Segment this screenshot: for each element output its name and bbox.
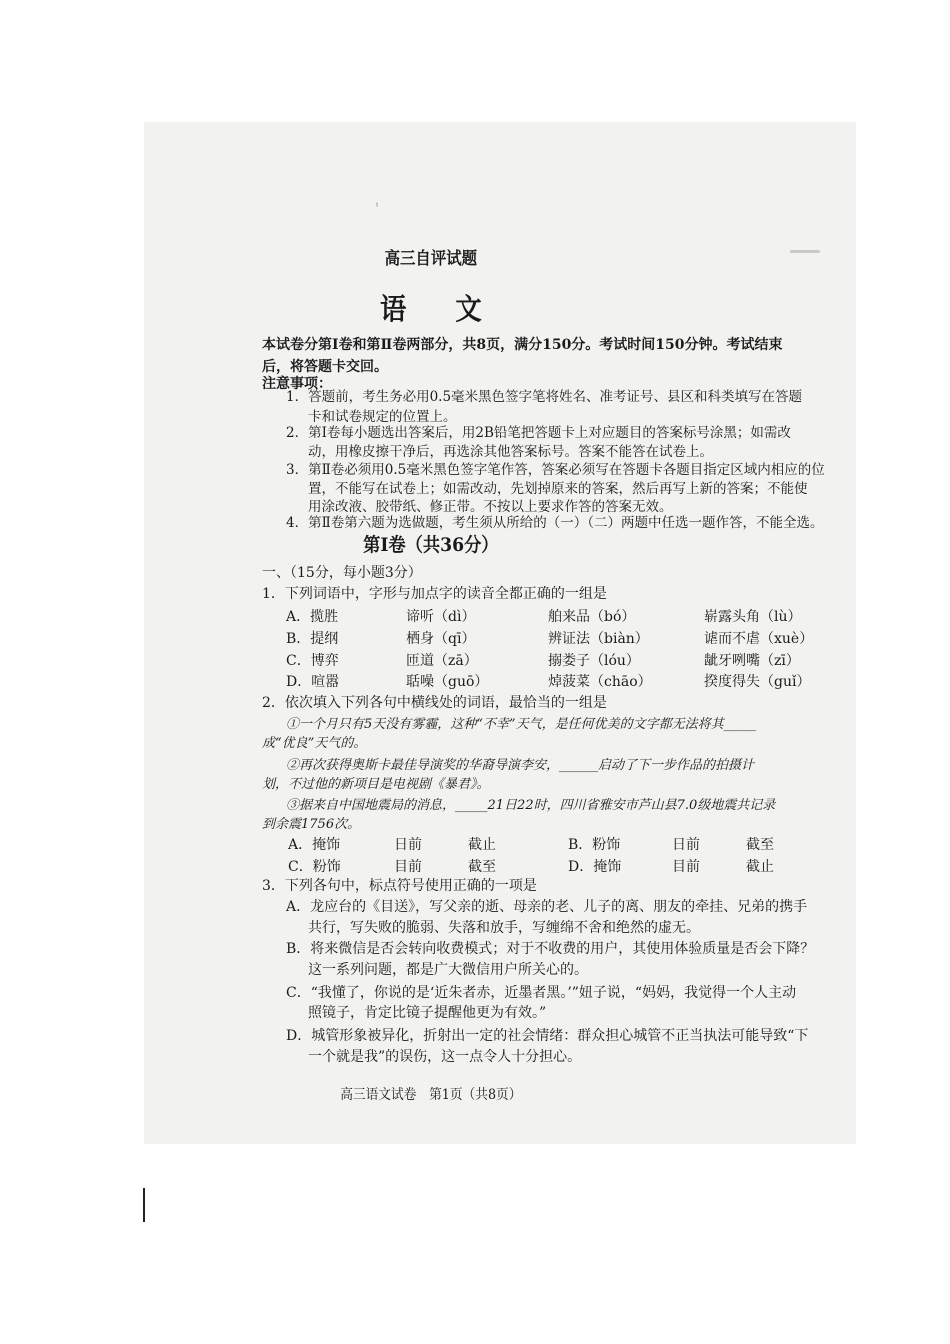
q1-option-c-word-2: 匝道（zā）	[406, 653, 478, 669]
q1-option-b: B．提纲	[286, 631, 339, 647]
q3-option-b-cont: 这一系列问题，都是广大微信用户所关心的。	[308, 962, 588, 978]
q1-option-a-word-3: 舶来品（bó）	[548, 609, 636, 625]
q1-option-b-word-3: 辨证法（biàn）	[548, 631, 649, 647]
notice-3-line-2: 置，不能写在试卷上；如需改动，先划掉原来的答案，然后再写上新的答案；不能使	[308, 481, 808, 497]
q2-option-a-word-2: 日前	[394, 837, 422, 853]
q1-option-d: D．喧嚣	[286, 674, 340, 690]
q3-option-d-cont: 一个就是我”的误伤，这一点令人十分担心。	[308, 1049, 582, 1065]
q2-option-b: B．粉饰	[568, 837, 621, 853]
q2-option-a: A．掩饰	[288, 837, 341, 853]
notice-2-line-2: 动，用橡皮擦干净后，再选涂其他答案标号。答案不能答在试卷上。	[308, 444, 713, 460]
q2-option-d: D．掩饰	[568, 859, 622, 875]
q3-option-a-cont: 共行，写失败的脆弱、失落和放手，写缠绵不舍和绝然的虚无。	[308, 920, 700, 936]
q2-sentence-1-cont: 成“优良”天气的。	[262, 736, 367, 751]
exam-subtitle: 高三自评试题	[384, 249, 478, 269]
q3-option-c-cont: 照镜子，肯定比镜子提醒他更为有效。”	[308, 1005, 547, 1021]
q3-stem: 3．下列各句中，标点符号使用正确的一项是	[262, 878, 537, 894]
notice-heading: 注意事项：	[262, 376, 332, 392]
q1-option-a-word-2: 谛听（dì）	[406, 609, 476, 625]
exam-title: 语 文	[379, 292, 502, 326]
q3-option-a: A．龙应台的《目送》，写父亲的逝、母亲的老、儿子的离、朋友的牵挂、兄弟的携手	[286, 899, 808, 915]
q1-option-c-word-3: 搦娄子（lóu）	[548, 653, 640, 669]
q1-option-c-word-4: 龇牙咧嘴（zī）	[704, 653, 800, 669]
q1-option-d-word-4: 揆度得失（guǐ）	[704, 674, 811, 690]
q2-option-b-word-2: 日前	[672, 837, 700, 853]
intro-line-2: 后，将答题卡交回。	[262, 359, 388, 375]
q2-sentence-3-cont: 到余震1756次。	[262, 817, 361, 832]
q2-sentence-3: ③据来自中国地震局的消息，_____21日22时，四川省雅安市芦山县7.0级地震共记录	[286, 798, 776, 813]
q2-sentence-1: ①一个月只有5天没有雾霾，这种“不幸”天气，是任何优美的文字都无法将其_____	[286, 717, 757, 732]
q2-stem: 2．依次填入下列各句中横线处的词语，最恰当的一组是	[262, 695, 607, 711]
q2-option-d-word-2: 目前	[672, 859, 700, 875]
q1-option-d-word-2: 聒噪（guō）	[406, 674, 489, 690]
q1-option-c: C．博弈	[286, 653, 339, 669]
q1-option-d-word-3: 焯菠菜（chāo）	[548, 674, 652, 690]
q2-sentence-2-cont: 划，不过他的新项目是电视剧《暴君》。	[262, 777, 490, 792]
q2-option-a-word-3: 截止	[468, 837, 496, 853]
q2-option-c-word-3: 截至	[468, 859, 496, 875]
q2-option-b-word-3: 截至	[746, 837, 774, 853]
q2-option-c: C．粉饰	[288, 859, 341, 875]
q1-option-a-word-4: 崭露头角（lù）	[704, 609, 802, 625]
q2-sentence-2: ②再次获得奥斯卡最佳导演奖的华裔导演李安，______启动了下一步作品的拍摄计	[286, 758, 755, 773]
intro-line-1: 本试卷分第Ⅰ卷和第Ⅱ卷两部分，共8页，满分150分。考试时间150分钟。考试结束	[262, 337, 783, 353]
q3-option-c: C．“我懂了，你说的是‘近朱者赤，近墨者黑。’”妞子说，“妈妈，我觉得一个人主动	[286, 985, 797, 1001]
notice-1-line-2: 卡和试卷规定的位置上。	[308, 409, 457, 425]
q1-option-a: A．揽胜	[286, 609, 339, 625]
q3-option-d: D．城管形象被异化，折射出一定的社会情绪：群众担心城管不正当执法可能导致“下	[286, 1028, 809, 1044]
q3-option-b: B．将来微信是否会转向收费模式；对于不收费的用户，其使用体验质量是否会下降？	[286, 941, 815, 957]
page-footer: 高三语文试卷 第1页（共8页）	[340, 1087, 522, 1103]
notice-1-line-1: 1．答题前，考生务必用0.5毫米黑色签字笔将姓名、准考证号、县区和科类填写在答题	[286, 389, 803, 405]
notice-4-line-1: 4．第Ⅱ卷第六题为选做题，考生须从所给的（一）（二）两题中任选一题作答，不能全选。	[286, 515, 824, 531]
q1-option-b-word-2: 栖身（qī）	[406, 631, 476, 647]
part-heading: 一、（15分，每小题3分）	[262, 565, 422, 581]
q1-option-b-word-4: 谑而不虐（xuè）	[704, 631, 814, 647]
notice-2-line-1: 2．第Ⅰ卷每小题选出答案后，用2B铅笔把答题卡上对应题目的答案标号涂黑；如需改	[286, 425, 791, 441]
q2-option-c-word-2: 目前	[394, 859, 422, 875]
section-title: 第Ⅰ卷（共36分）	[363, 534, 499, 556]
scan-edge-line	[143, 1188, 145, 1222]
scan-speck	[376, 202, 378, 207]
q2-option-d-word-3: 截止	[746, 859, 774, 875]
notice-3-line-3: 用涂改液、胶带纸、修正带。不按以上要求作答的答案无效。	[308, 499, 673, 515]
q1-stem: 1．下列词语中，字形与加点字的读音全都正确的一组是	[262, 586, 607, 602]
notice-3-line-1: 3．第Ⅱ卷必须用0.5毫米黑色签字笔作答，答案必须写在答题卡各题目指定区域内相应的位	[286, 462, 825, 478]
